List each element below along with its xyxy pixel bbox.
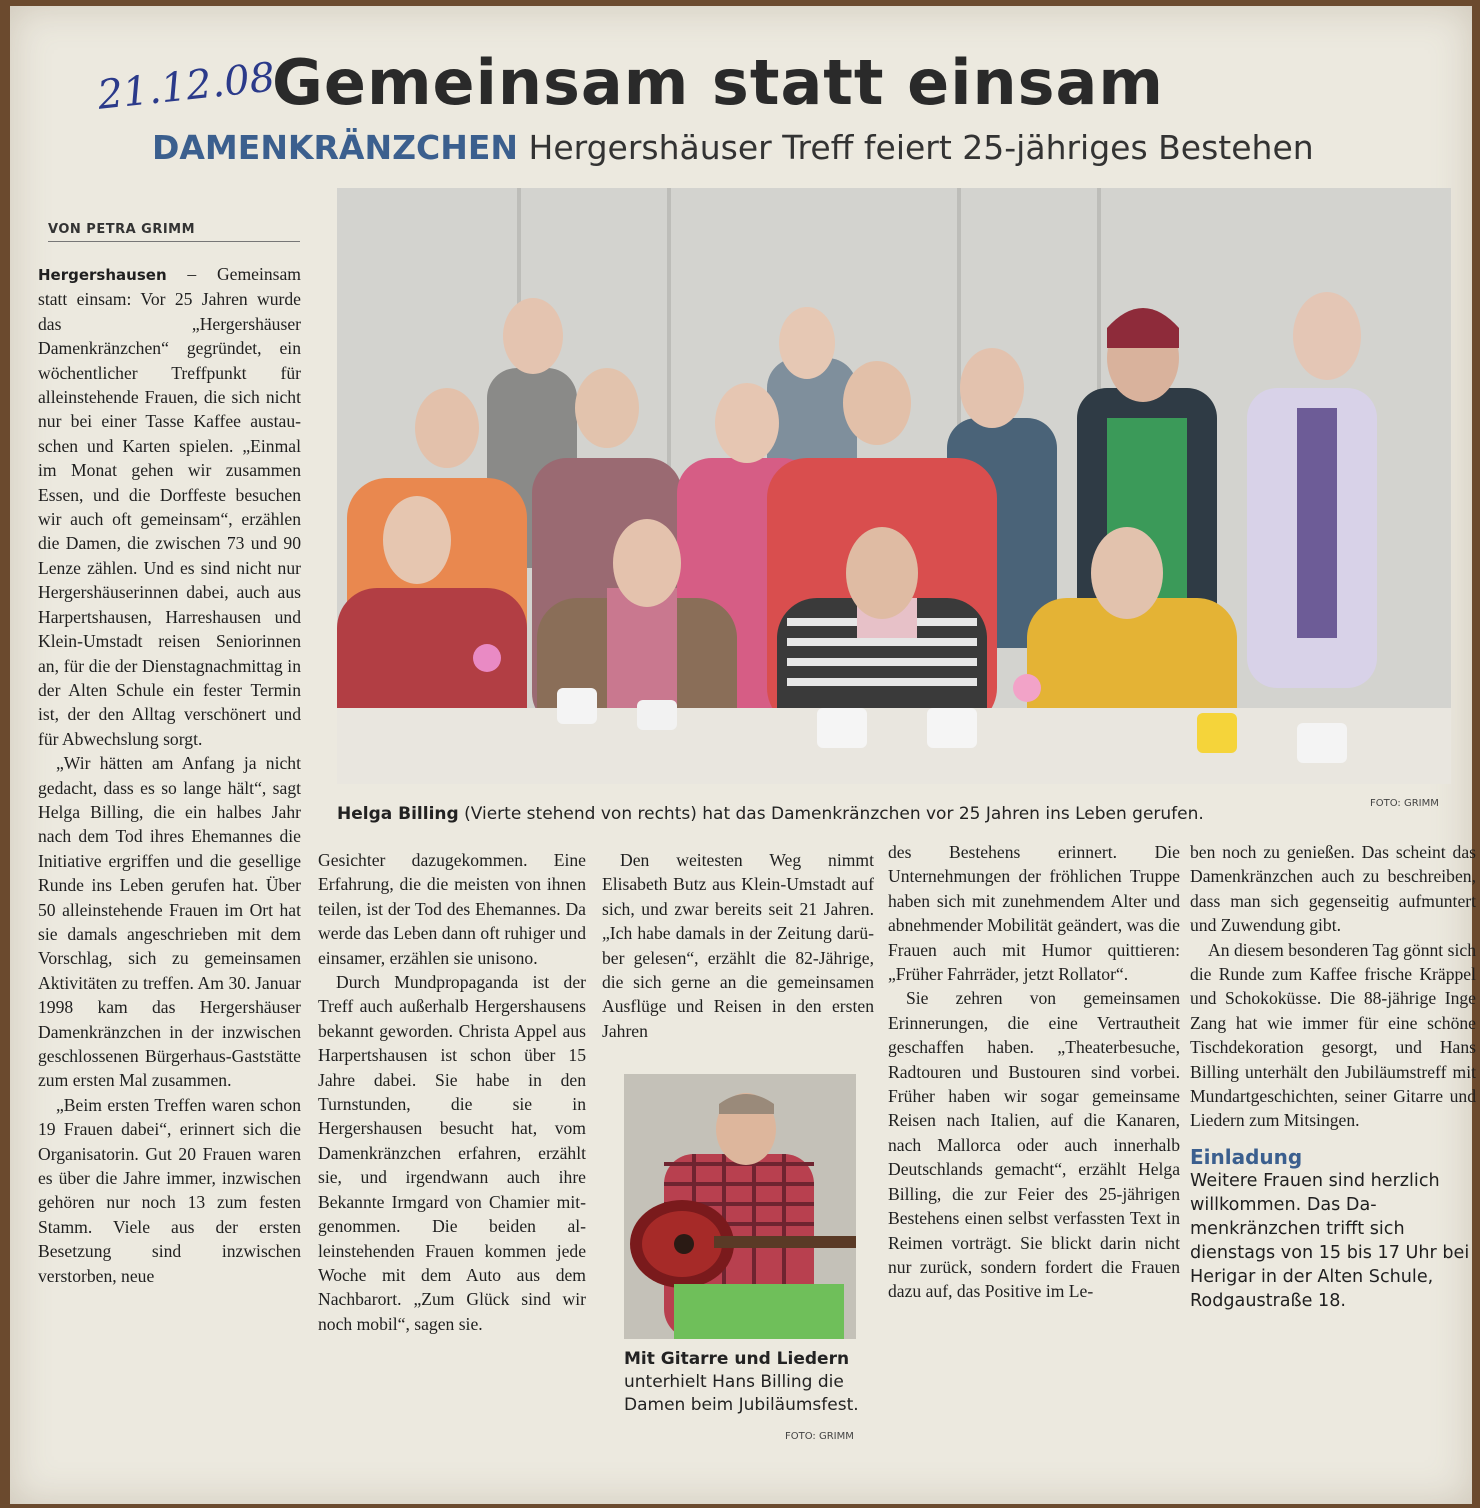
paragraph: Den weitesten Weg nimmt Elisabeth Butz aus Klein-Umstadt auf sich, und zwar bereits seit 21 Jahren. „Ich habe damals in der Zeitung darüber gelesen“, erzählt die 82-Jährige, die sich gerne an die gemeinsamen Ausflüge und Reisen in den ersten Jahren: [602, 850, 874, 1041]
article-column-4: [888, 840, 1180, 1304]
invitation-text: Weitere Frauen sind herzlich willkommen. Das Damenkränzchen trifft sich dienstags von 15 bis 17 Uhr bei Herigar in der Alten Schule, Rodgaustraße 18.: [1190, 1171, 1470, 1312]
group-photo-illustration: [337, 188, 1451, 784]
caption-text: (Vierte stehend von rechts) hat das Damenkränzchen vor 25 Jahren ins Leben gerufen.: [458, 804, 1204, 824]
paragraph: Sie zehren von gemeinsamen Erinnerungen, die eine Vertrautheit geschaffen haben. „Theaterbesuche, Radtouren und Bustouren sind vorbei. Früher haben wir sogar gemeinsame Reisen nach Italien, auf die Kanaren, nach Mallorca oder auch innerhalb Deutschlands gemacht“, erzählt Helga Billing, die zur Feier des 25-jährigen Bestehens einen selbst verfassten Text in Reimen vorträgt. Sie blickt darin nicht nur zurück, sondern fordert die Frauen dazu auf, das Positive im Le-: [888, 988, 1180, 1302]
caption-name: Helga Billing: [337, 804, 459, 824]
guitar-photo-illustration: [624, 1074, 856, 1339]
handwritten-date: 21.12.08: [95, 54, 278, 119]
main-photo-credit: FOTO: GRIMM: [1370, 798, 1439, 809]
main-photo-caption: [337, 804, 1337, 824]
group-photo: [337, 188, 1451, 784]
paragraph: „Beim ersten Treffen waren schon 19 Frauen dabei“, erinnert sich die Organisatorin. Gut 20 Frauen waren es über die Jahre immer, inzwischen gehören nur noch 13 zum festen Stamm. Viele aus der ersten Besetzung sind inzwischen verstorben, neue: [38, 1094, 301, 1286]
article-column-1: [38, 262, 301, 1288]
paragraph: ben noch zu genießen. Das scheint das Damenkränzchen auch zu beschreiben, dass man sich gegenseitig aufmuntert und Zuwendung gibt.: [1190, 842, 1476, 936]
paragraph: Gesichter dazugekommen. Eine Erfahrung, die die meisten von ihnen teilen, ist der Tod des Ehemannes. Da werde das Leben dann oft ruhiger und einsamer, erzählen sie unisono.: [318, 850, 586, 968]
subheadline: [152, 128, 1352, 167]
headline: Gemeinsam statt einsam: [272, 46, 1164, 119]
lead-location: Hergershausen: [38, 266, 167, 284]
article-column-2: [318, 848, 586, 1336]
caption-bold: Mit Gitarre und Liedern: [624, 1349, 850, 1369]
newspaper-clipping: [10, 6, 1476, 1504]
subheadline-text: Hergershäuser Treff feiert 25-jähriges Bestehen: [528, 128, 1314, 167]
byline: VON PETRA GRIMM: [48, 222, 300, 242]
paragraph: „Wir hätten am Anfang ja nicht gedacht, dass es so lange hält“, sagt Helga Billing, die ein halbes Jahr nach dem Tod ihres Ehemannes die Initiative ergriffen und die gesellige Runde ins Leben gerufen hat. Über 50 alleinstehende Frauen im Ort hat sie damals angeschrieben mit dem Vorschlag, sich zu gemeinsamen Aktivitäten zu treffen. Am 30. Januar 1998 kam das Hergershäuser Damenkränzchen in der inzwischen geschlossenen Bürgerhaus-Gaststätte zum ersten Mal zusammen.: [38, 753, 301, 1091]
invitation-heading: Einladung: [1190, 1144, 1303, 1169]
guitar-photo-credit: FOTO: GRIMM: [785, 1431, 854, 1442]
paragraph: Durch Mundpropaganda ist der Treff auch außerhalb Hergershausens bekannt geworden. Christa Appel aus Harpertshausen ist schon über 15 Jahre dabei. Sie habe in den Turnstunden, die sie in Hergershausen besucht hat, vom Damenkränzchen erfahren, erzählt sie, und irgendwann auch ihre Bekannte Irmgard von Chamier mitgenommen. Die beiden alleinstehenden Frauen kommen jede Woche mit dem Auto aus dem Nachbarort. „Zum Glück sind wir noch mobil“, sagen sie.: [318, 972, 586, 1334]
lead-paragraph: [38, 262, 301, 751]
lead-text: – Gemeinsam statt einsam: Vor 25 Jahren wurde das „Hergershäuser Damenkränzchen“ gegründet, ein wöchentlicher Treffpunkt für alleinstehende Frauen, die sich nicht nur bei einer Tasse Kaffee austauschen und Karten spielen. „Einmal im Monat gehen wir zusammen Essen, und die Dorffeste besuchen wir auch oft gemeinsam“, erzählen die Damen, die zwischen 73 und 90 Lenze zählen. Und es sind nicht nur Hergershäuserinnen dabei, auch aus Harpertshausen, Harreshausen und Klein-Umstadt reisen Seniorinnen an, für die der Dienstagnachmittag in der Alten Schule ein fester Termin ist, der den Alltag verschönert und für Abwechslung sorgt.: [38, 264, 301, 749]
paragraph: An diesem besonderen Tag gönnt sich die Runde zum Kaffee frische Kräppel und Schokoküsse. Die 88-jährige Inge Zang hat wie immer für eine schöne Tischdekoration gesorgt, und Hans Billing unterhält den Jubiläumstreff mit Mundartgeschichten, seiner Gitarre und Liedern zum Mitsingen.: [1190, 939, 1476, 1131]
guitar-photo: [624, 1074, 856, 1339]
paragraph: des Bestehens erinnert. Die Unternehmungen der fröhlichen Truppe haben sich mit zunehmendem Alter und abnehmender Mobilität geändert, was die Frauen auch mit Humor quittieren: „Früher Fahrräder, jetzt Rollator“.: [888, 842, 1180, 985]
caption-text: unterhielt Hans Billing die Damen beim Jubiläumsfest.: [624, 1372, 859, 1415]
kicker: DAMENKRÄNZCHEN: [152, 128, 518, 167]
article-column-5: [1190, 840, 1476, 1313]
article-column-3: [602, 848, 874, 1043]
guitar-photo-caption: [624, 1348, 869, 1417]
